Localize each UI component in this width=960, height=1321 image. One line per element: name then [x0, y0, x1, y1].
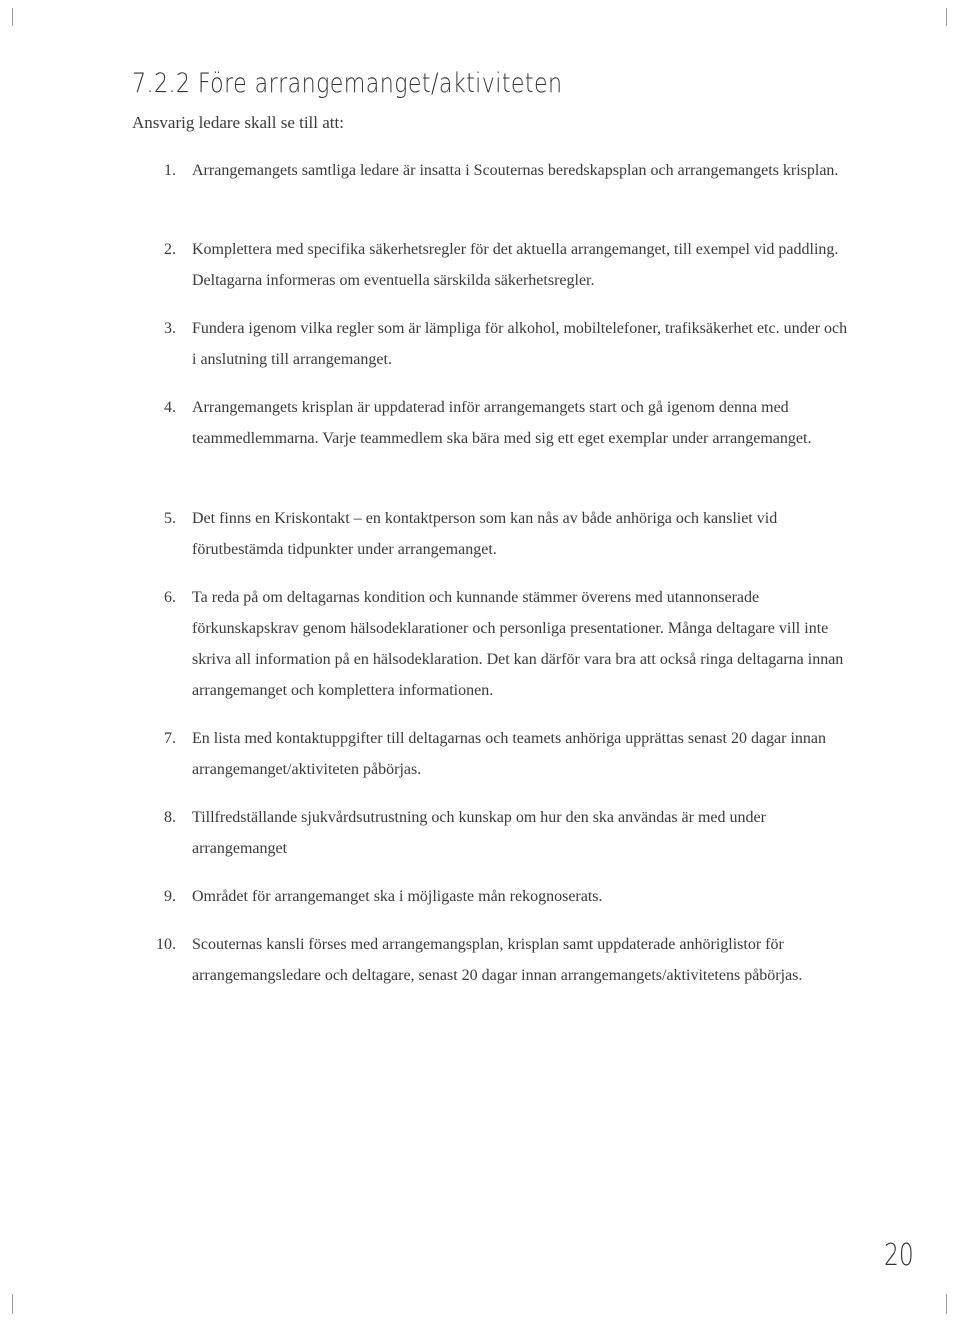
- crop-mark-bottom-left: [12, 1294, 13, 1314]
- list-item-number: 8.: [164, 809, 176, 826]
- list-item-text: Komplettera med specifika säkerhetsregler för det aktuella arrangemanget, till exempel vid paddling. Deltagarna informeras om eventuella särskilda säkerhetsregler.: [192, 241, 839, 289]
- list-item-text: Tillfredställande sjukvårdsutrustning och kunskap om hur den ska användas är med under arrangemanget: [192, 809, 766, 857]
- list-item-text: En lista med kontaktuppgifter till deltagarnas och teamets anhöriga upprättas senast 20 dagar innan arrangemanget/aktiviteten påbörjas.: [192, 730, 827, 778]
- list-item-number: 3.: [164, 320, 176, 337]
- list-item-number: 10.: [156, 936, 176, 953]
- list-item-text: Fundera igenom vilka regler som är lämpliga för alkohol, mobiltelefoner, trafiksäkerhet etc. under och i anslutning till arrangemanget.: [192, 320, 848, 368]
- list-item-number: 1.: [164, 162, 176, 179]
- crop-mark-top-left: [12, 8, 13, 26]
- list-item-number: 6.: [164, 589, 176, 606]
- crop-mark-top-right: [946, 8, 947, 26]
- list-item-text: Scouternas kansli förses med arrangemangsplan, krisplan samt uppdaterade anhöriglistor för arrangemangsledare och deltagare, senast 20 dagar innan arrangemangets/aktivitetens påbörjas.: [192, 936, 803, 984]
- list-item-number: 7.: [164, 730, 176, 747]
- intro-text: Ansvarig ledare skall se till att:: [132, 113, 344, 132]
- list-item-text: Ta reda på om deltagarnas kondition och kunnande stämmer överens med utannonserade förkunskapskrav genom hälsodeklarationer och personliga presentationer. Många deltagare vill inte skriva all information på en hälsodeklaration. Det kan därför vara bra att också ringa deltagarna innan arrangemanget och komplettera informationen.: [192, 589, 844, 699]
- list-item-text: Arrangemangets samtliga ledare är insatta i Scouternas beredskapsplan och arrangemangets krisplan.: [192, 162, 839, 179]
- crop-mark-bottom-right: [946, 1294, 947, 1314]
- page-number: 20: [884, 1238, 914, 1273]
- list-item-number: 5.: [164, 510, 176, 527]
- list-item-number: 9.: [164, 888, 176, 905]
- list-item-text: Området för arrangemanget ska i möjligaste mån rekognoserats.: [192, 888, 603, 905]
- section-heading: 7.2.2 Före arrangemanget/aktiviteten: [132, 68, 563, 99]
- list-item-number: 4.: [164, 399, 176, 416]
- list-item-text: Det finns en Kriskontakt – en kontaktperson som kan nås av både anhöriga och kansliet vid förutbestämda tidpunkter under arrangemanget.: [192, 510, 778, 558]
- list-item-number: 2.: [164, 241, 176, 258]
- list-item-text: Arrangemangets krisplan är uppdaterad inför arrangemangets start och gå igenom denna med teammedlemmarna. Varje teammedlem ska bära med sig ett eget exemplar under arrangemanget.: [192, 399, 812, 447]
